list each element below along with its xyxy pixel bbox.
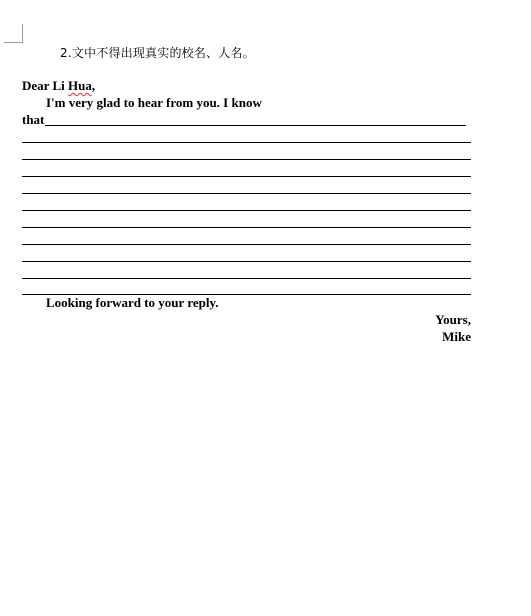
salutation-name: Hua [67, 78, 92, 93]
letter-opening-sentence: I'm very glad to hear from you. I know [46, 95, 262, 110]
writing-line [22, 278, 471, 279]
salutation-suffix: , [91, 78, 96, 93]
writing-line [22, 210, 471, 211]
instruction-note: 2.文中不得出现真实的校名、人名。 [60, 46, 255, 60]
writing-line [22, 176, 471, 177]
letter-closing: Looking forward to your reply. [46, 295, 219, 310]
writing-line [22, 261, 471, 262]
writing-line [22, 227, 471, 228]
writing-line [22, 244, 471, 245]
salutation-prefix: Dear Li [22, 78, 68, 93]
writing-line [22, 142, 471, 143]
writing-line [22, 193, 471, 194]
sign-off: Yours, [435, 312, 471, 327]
page-corner-mark [4, 24, 23, 43]
signature: Mike [442, 329, 471, 344]
writing-line [45, 125, 466, 126]
writing-line [22, 159, 471, 160]
letter-salutation [22, 78, 95, 94]
that-word: that [22, 112, 45, 127]
